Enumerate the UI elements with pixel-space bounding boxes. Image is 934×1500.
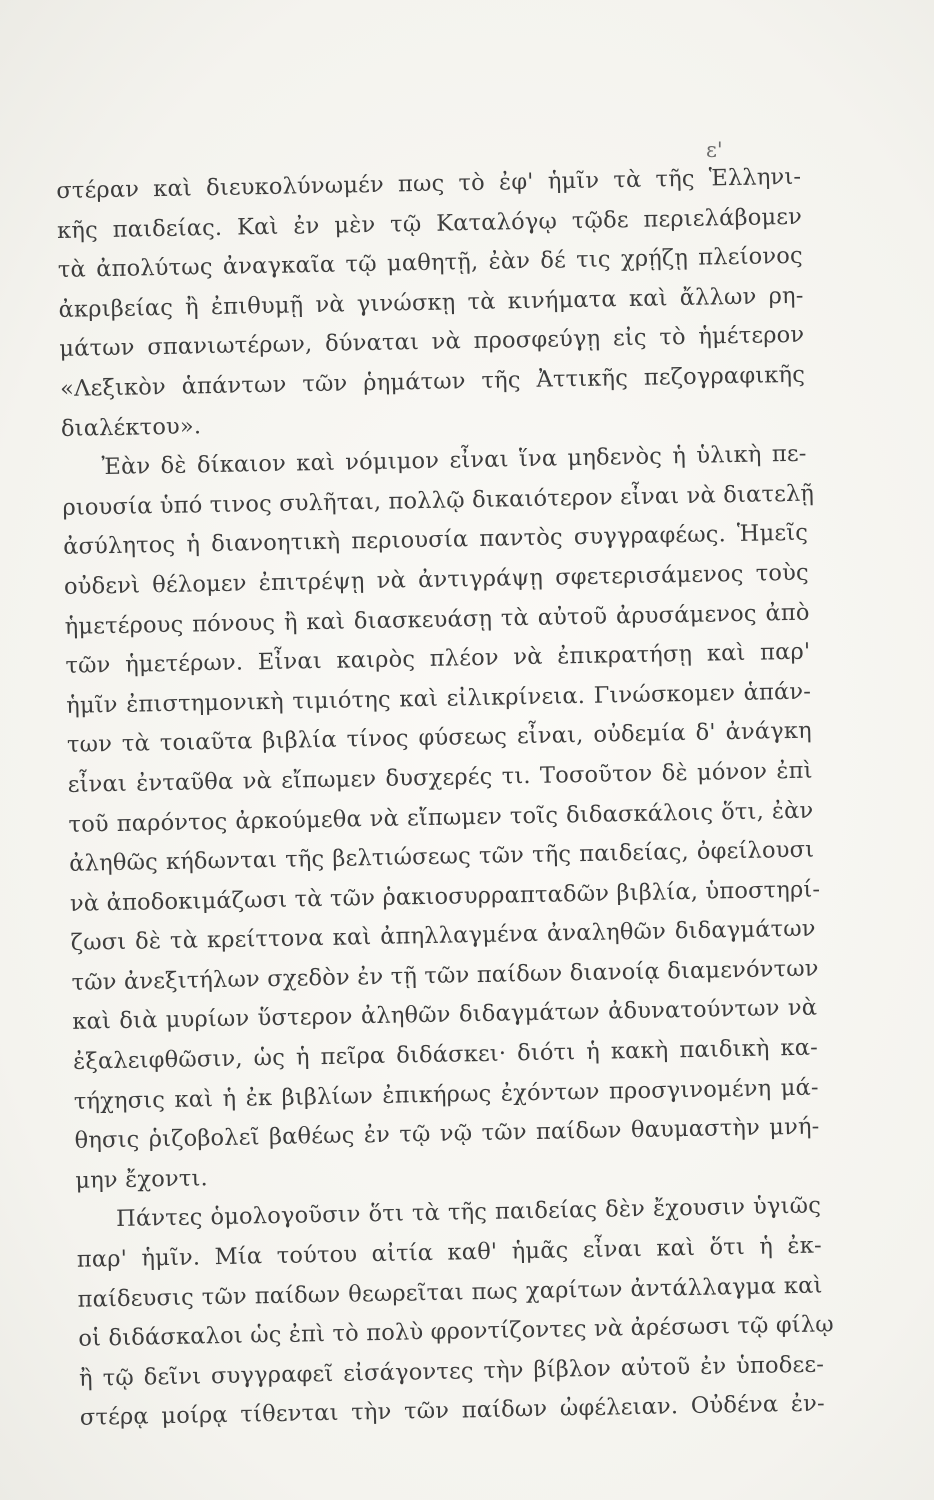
text-line: οἱ διδάσκαλοι ὡς ἐπὶ τὸ πολὺ φροντίζοντες νὰ ἀρέσωσι τῷ φίλῳ (78, 1311, 835, 1353)
text-line: τῶν ἀνεξιτήλων σχεδὸν ἐν τῇ τῶν παίδων διανοίᾳ διαμενόντων (71, 955, 819, 996)
text-line: οὐδενὶ θέλομεν ἐπιτρέψῃ νὰ ἀντιγράψῃ σφετερισάμενος τοὺς (63, 559, 810, 600)
text-line: διαλέκτου». (60, 412, 202, 442)
text-line: μάτων σπανιωτέρων, δύναται νὰ προσφεύγῃ εἰς τὸ ἡμέτερον (59, 322, 805, 363)
text-line: νὰ ἀποδοκιμάζωσι τὰ τῶν ῥακιοσυρραπταδῶν βιβλία, ὑποστηρί- (69, 876, 821, 917)
paragraph-start-line: Ἐὰν δὲ δίκαιον καὶ νόμιμον εἶναι ἵνα μηδενὸς ἡ ὑλικὴ πε- (101, 440, 807, 481)
text-line: ζωσι δὲ τὰ κρείττονα καὶ ἀπηλλαγμένα ἀναληθῶν διδαγμάτων (70, 915, 816, 957)
text-line: κῆς παιδείας. Καὶ ἐν μὲν τῷ Καταλόγῳ τῷδε περιελάβομεν (56, 203, 803, 244)
text-line: ἀκριβείας ἢ ἐπιθυμῇ νὰ γινώσκῃ τὰ κινήματα καὶ ἄλλων ρη- (58, 282, 804, 323)
text-line: τὰ ἀπολύτως ἀναγκαῖα τῷ μαθητῇ, ἐὰν δέ τις χρῄζῃ πλείονος (57, 242, 803, 284)
text-line: στέραν καὶ διευκολύνωμέν πως τὸ ἐφ' ἡμῖν τὰ τῆς Ἑλληνι- (56, 163, 802, 204)
text-line: «Λεξικὸν ἁπάντων τῶν ῥημάτων τῆς Ἀττικῆς πεζογραφικῆς (59, 361, 806, 402)
text-line: ἀληθῶς κήδωνται τῆς βελτιώσεως τῶν τῆς παιδείας, ὀφείλουσι (69, 836, 815, 877)
text-line: τῶν ἡμετέρων. Εἶναι καιρὸς πλέον νὰ ἐπικρατήσῃ καὶ παρ' (65, 638, 811, 680)
text-line: ἡμῖν ἐπιστημονικὴ τιμιότης καὶ εἰλικρίνεια. Γινώσκομεν ἁπάν- (65, 678, 812, 719)
text-line: ἡμετέρους πόνους ἢ καὶ διασκευάσῃ τὰ αὐτοῦ ἀρυσάμενος ἀπὸ (64, 599, 810, 640)
text-line: ἀσύλητος ἡ διανοητικὴ περιουσία παντὸς συγγραφέως. Ἡμεῖς (62, 519, 809, 561)
text-line: παίδευσις τῶν παίδων θεωρεῖται πως χαρίτων ἀντάλλαγμα καὶ (77, 1272, 823, 1313)
text-line: τοῦ παρόντος ἀρκούμεθα νὰ εἴπωμεν τοῖς διδασκάλοις ὅτι, ἐὰν (68, 797, 814, 838)
text-line: στέρᾳ μοίρᾳ τίθενται τὴν τῶν παίδων ὠφέλειαν. Οὐδένα ἐν- (79, 1390, 826, 1432)
page-number: ε' (706, 138, 723, 162)
body-text (56, 158, 835, 1439)
text-line: καὶ διὰ μυρίων ὕστερον ἀληθῶν διδαγμάτων ἀδυνατούντων νὰ (72, 995, 818, 1036)
text-line: των τὰ τοιαῦτα βιβλία τίνος φύσεως εἶναι, οὐδεμία δ' ἀνάγκη (66, 717, 813, 759)
text-line: τήχησις καὶ ἡ ἐκ βιβλίων ἐπικήρως ἐχόντων προσγινομένη μά- (73, 1074, 819, 1115)
text-line: παρ' ἡμῖν. Μία τούτου αἰτία καθ' ἡμᾶς εἶναι καὶ ὅτι ἡ ἐκ- (76, 1232, 822, 1273)
text-line: ἢ τῷ δεῖνι συγγραφεῖ εἰσάγοντες τὴν βίβλον αὐτοῦ ἐν ὑποδεε- (78, 1351, 825, 1392)
paragraph-start-line: Πάντες ὁμολογοῦσιν ὅτι τὰ τῆς παιδείας δὲν ἔχουσιν ὑγιῶς (115, 1192, 822, 1233)
text-line: ἐξαλειφθῶσιν, ὡς ἡ πεῖρα διδάσκει· διότι ἡ κακὴ παιδικὴ κα- (72, 1034, 819, 1075)
text-line: μην ἔχοντι. (75, 1165, 209, 1194)
text-line: ριουσία ὑπό τινος συλῆται, πολλῷ δικαιότερον εἶναι νὰ διατελῇ (62, 480, 815, 521)
text-line: εἶναι ἐνταῦθα νὰ εἴπωμεν δυσχερές τι. Τοσοῦτον δὲ μόνον ἐπὶ (67, 757, 813, 798)
text-line: θησις ῥιζοβολεῖ βαθέως ἐν τῷ νῷ τῶν παίδων θαυμαστὴν μνή- (74, 1113, 820, 1155)
